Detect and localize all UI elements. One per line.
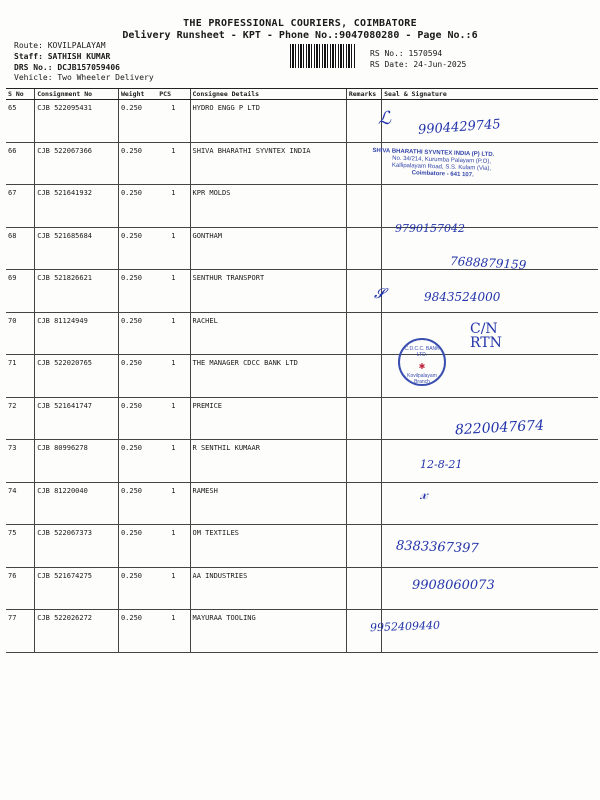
row-pcs: 1 — [157, 270, 190, 313]
row-sno: 73 — [6, 440, 35, 483]
stamp-line: C.D.C.C. BANK LTD. — [404, 346, 440, 358]
row-sno: 72 — [6, 397, 35, 440]
page-subtitle: Delivery Runsheet - KPT - Phone No.:9047080280 - Page No.:6 — [122, 30, 478, 41]
stamp-center: ✱ — [418, 362, 426, 371]
table-row — [6, 270, 598, 313]
signature-73: 12-8-21 — [420, 458, 463, 471]
drs-label: DRS No.: DCJB157059406 — [14, 63, 120, 72]
row-remarks — [346, 567, 381, 610]
row-weight: 0.250 — [118, 185, 157, 228]
bank-seal-71 — [398, 338, 446, 386]
row-sno: 65 — [6, 100, 35, 143]
row-consignee: HYDRO ENGG P LTD — [190, 100, 346, 143]
row-weight: 0.250 — [118, 142, 157, 185]
row-pcs: 1 — [157, 482, 190, 525]
stamp-line: Kallipalayam Road, S.S. Kulam (Via), — [391, 162, 492, 173]
row-pcs: 1 — [157, 440, 190, 483]
col-consignee: Consignee Details — [190, 89, 346, 100]
vehicle-label: Vehicle: Two Wheeler Delivery — [14, 73, 154, 82]
table-row — [6, 610, 598, 653]
col-pcs: PCS — [157, 89, 190, 100]
row-seal — [382, 440, 598, 483]
row-sno: 66 — [6, 142, 35, 185]
row-weight: 0.250 — [118, 227, 157, 270]
row-consignee: GONTHAM — [190, 227, 346, 270]
row-seal — [382, 482, 598, 525]
row-sno: 71 — [6, 355, 35, 398]
row-pcs: 1 — [157, 567, 190, 610]
table-row — [6, 100, 598, 143]
row-consignee: R SENTHIL KUMAAR — [190, 440, 346, 483]
row-consignment: CJB 81124949 — [35, 312, 119, 355]
table-row — [6, 185, 598, 228]
row-consignee: OM TEXTILES — [190, 525, 346, 568]
row-remarks — [346, 100, 381, 143]
row-pcs: 1 — [157, 312, 190, 355]
row-sno: 74 — [6, 482, 35, 525]
row-weight: 0.250 — [118, 355, 157, 398]
row-remarks — [346, 355, 381, 398]
route-label: Route: KOVILPALAYAM — [14, 41, 106, 50]
row-consignee: MAYURAA TOOLING — [190, 610, 346, 653]
row-consignment: CJB 80996278 — [35, 440, 119, 483]
signature-65: 9904429745 — [417, 117, 502, 138]
row-remarks — [346, 482, 381, 525]
staff-label: Staff: SATHISH KUMAR — [14, 52, 111, 61]
row-consignee: SHIVA BHARATHI SYVNTEX INDIA — [190, 142, 346, 185]
signature-scribble-74: 𝓍 — [420, 484, 428, 503]
row-remarks — [346, 525, 381, 568]
row-consignment: CJB 521685684 — [35, 227, 119, 270]
col-remarks: Remarks — [346, 89, 381, 100]
stamp-line: SHIVA BHARATHI SYVNTEX INDIA (P) LTD. — [372, 147, 495, 159]
row-sno: 68 — [6, 227, 35, 270]
signature-scribble-65: ℒ — [378, 108, 391, 129]
table-row — [6, 355, 598, 398]
row-pcs: 1 — [157, 525, 190, 568]
col-weight: Weight — [118, 89, 157, 100]
row-pcs: 1 — [157, 227, 190, 270]
row-seal — [382, 185, 598, 228]
row-consignee: PREMICE — [190, 397, 346, 440]
col-seal: Seal & Signature — [382, 89, 598, 100]
row-remarks — [346, 397, 381, 440]
row-consignment: CJB 521826621 — [35, 270, 119, 313]
row-consignment: CJB 521674275 — [35, 567, 119, 610]
row-weight: 0.250 — [118, 610, 157, 653]
table-header-row — [6, 89, 598, 100]
row-consignee: RAMESH — [190, 482, 346, 525]
table-row — [6, 142, 598, 185]
table-row — [6, 482, 598, 525]
signature-75: 8383367397 — [395, 538, 479, 557]
signature-69: 9843524000 — [424, 290, 501, 304]
row-pcs: 1 — [157, 397, 190, 440]
row-weight: 0.250 — [118, 397, 157, 440]
row-sno: 69 — [6, 270, 35, 313]
row-pcs: 1 — [157, 142, 190, 185]
row-consignee: RACHEL — [190, 312, 346, 355]
row-weight: 0.250 — [118, 440, 157, 483]
col-consignment: Consignment No — [35, 89, 119, 100]
row-consignment: CJB 522026272 — [35, 610, 119, 653]
row-weight: 0.250 — [118, 312, 157, 355]
return-note-70: C/N RTN — [470, 321, 502, 351]
row-sno: 75 — [6, 525, 35, 568]
table-row — [6, 567, 598, 610]
row-pcs: 1 — [157, 185, 190, 228]
row-remarks — [346, 312, 381, 355]
row-weight: 0.250 — [118, 482, 157, 525]
barcode — [290, 44, 356, 68]
row-weight: 0.250 — [118, 525, 157, 568]
row-pcs: 1 — [157, 355, 190, 398]
row-consignment: CJB 522020765 — [35, 355, 119, 398]
signature-68: 7688879159 — [449, 254, 527, 272]
row-remarks — [346, 185, 381, 228]
company-stamp-66 — [372, 148, 495, 180]
signature-67: 9790157042 — [395, 222, 465, 235]
row-weight: 0.250 — [118, 100, 157, 143]
signature-scribble-69: 𝓢 — [374, 286, 385, 302]
row-sno: 70 — [6, 312, 35, 355]
row-pcs: 1 — [157, 100, 190, 143]
row-remarks — [346, 440, 381, 483]
row-consignee: KPR MOLDS — [190, 185, 346, 228]
row-consignee: THE MANAGER CDCC BANK LTD — [190, 355, 346, 398]
rs-date: RS Date: 24-Jun-2025 — [370, 60, 467, 69]
row-sno: 77 — [6, 610, 35, 653]
row-consignment: CJB 522067366 — [35, 142, 119, 185]
rs-number: RS No.: 1570594 — [370, 49, 443, 58]
stamp-line: Coimbatore - 641 107. — [411, 170, 474, 179]
table-row — [6, 440, 598, 483]
signature-72: 8220047674 — [454, 417, 545, 439]
signature-77: 9952409440 — [369, 618, 441, 635]
row-consignment: CJB 521641747 — [35, 397, 119, 440]
row-consignment: CJB 522067373 — [35, 525, 119, 568]
row-consignee: SENTHUR TRANSPORT — [190, 270, 346, 313]
table-row — [6, 525, 598, 568]
row-weight: 0.250 — [118, 567, 157, 610]
page-title: THE PROFESSIONAL COURIERS, COIMBATORE — [183, 18, 417, 29]
row-sno: 76 — [6, 567, 35, 610]
row-consignment: CJB 521641932 — [35, 185, 119, 228]
col-sno: S No — [6, 89, 35, 100]
row-pcs: 1 — [157, 610, 190, 653]
row-consignment: CJB 522095431 — [35, 100, 119, 143]
row-remarks — [346, 227, 381, 270]
runsheet-table — [6, 88, 598, 653]
stamp-line: Kovilpalayam Branch — [407, 373, 437, 385]
row-sno: 67 — [6, 185, 35, 228]
signature-76: 9908060073 — [412, 578, 495, 593]
row-weight: 0.250 — [118, 270, 157, 313]
row-consignment: CJB 81220040 — [35, 482, 119, 525]
stamp-line: No. 34/214, Kurumba Palayam (P.O), — [392, 155, 492, 166]
row-consignee: AA INDUSTRIES — [190, 567, 346, 610]
